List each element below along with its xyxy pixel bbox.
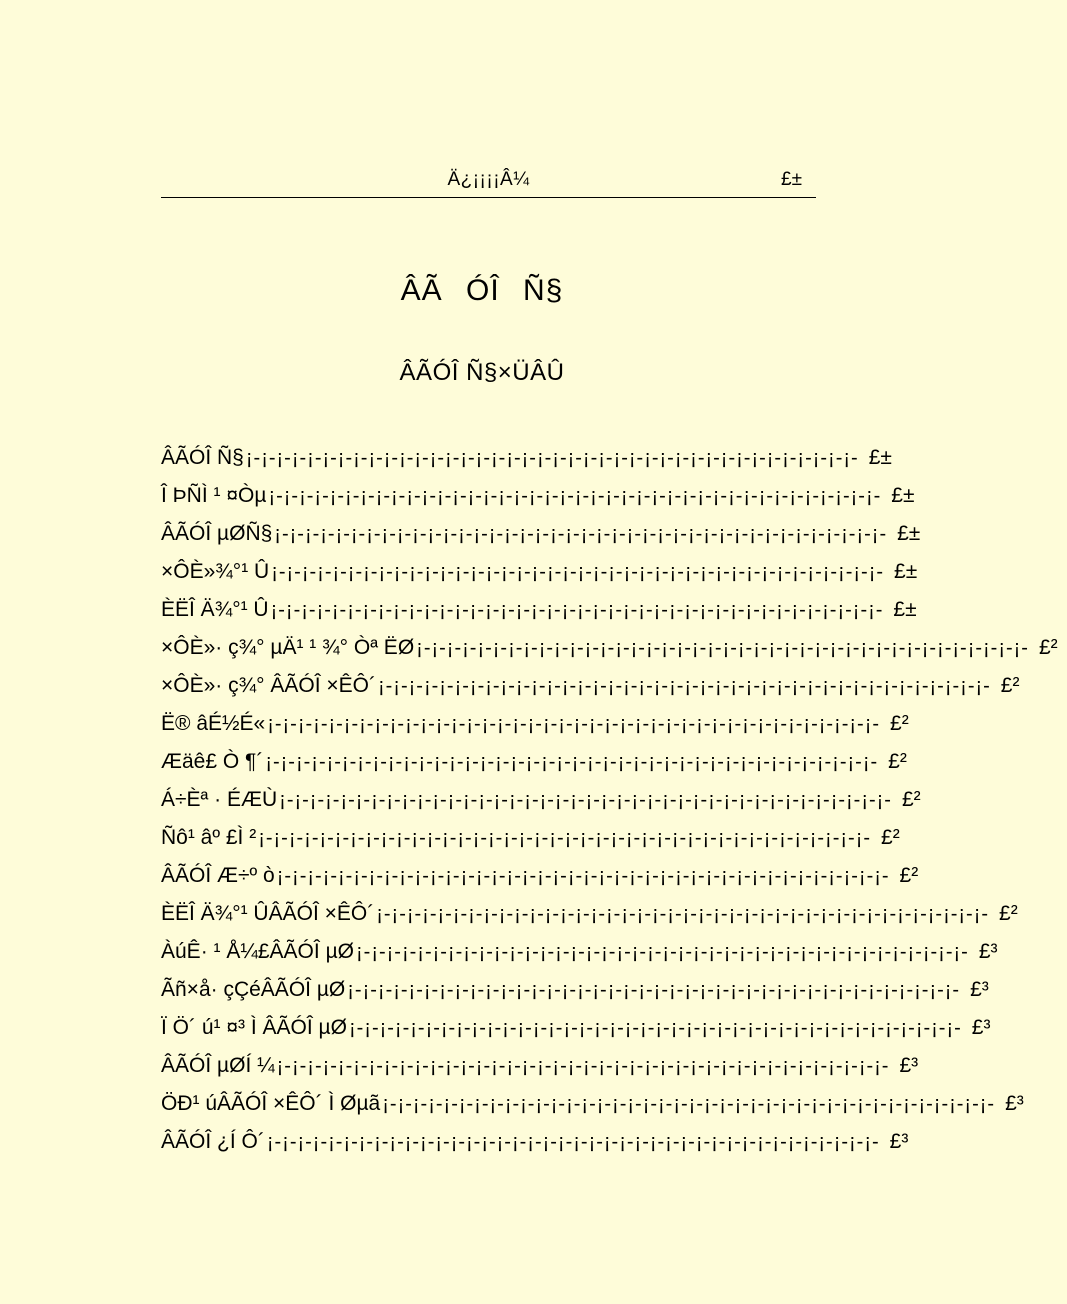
toc-entry[interactable] xyxy=(161,788,921,826)
toc-entry-page: £² xyxy=(1038,636,1058,659)
toc-entry-label: ÂÃÓÎ Æ÷º ò xyxy=(161,864,275,887)
toc-dot-leader: ¡-¡-¡-¡-¡-¡-¡-¡-¡-¡-¡-¡-¡-¡-¡-¡-¡-¡-¡-¡-¡-¡-¡-¡-¡-¡-¡-¡-¡-¡-¡-¡-¡-¡-¡-¡-¡-¡-¡-¡- xyxy=(377,675,991,697)
toc-dot-leader: ¡-¡-¡-¡-¡-¡-¡-¡-¡-¡-¡-¡-¡-¡-¡-¡-¡-¡-¡-¡-¡-¡-¡-¡-¡-¡-¡-¡-¡-¡-¡-¡-¡-¡-¡-¡-¡-¡-¡-¡- xyxy=(382,1093,996,1115)
header-title: Ä¿¡¡¡¡Â¼ xyxy=(447,169,530,190)
toc-dot-leader: ¡-¡-¡-¡-¡-¡-¡-¡-¡-¡-¡-¡-¡-¡-¡-¡-¡-¡-¡-¡-¡-¡-¡-¡-¡-¡-¡-¡-¡-¡-¡-¡-¡-¡-¡-¡-¡-¡-¡-¡- xyxy=(270,599,884,621)
toc-entry-page: £³ xyxy=(889,1130,909,1153)
toc-entry-label: Ë® âÉ½É« xyxy=(161,712,266,735)
toc-entry[interactable] xyxy=(161,978,989,1016)
toc-entry[interactable] xyxy=(161,598,917,636)
toc-entry-page: £² xyxy=(890,712,909,735)
toc-entry-page: £² xyxy=(881,826,900,849)
toc-dot-leader: ¡-¡-¡-¡-¡-¡-¡-¡-¡-¡-¡-¡-¡-¡-¡-¡-¡-¡-¡-¡-¡-¡-¡-¡-¡-¡-¡-¡-¡-¡-¡-¡-¡-¡-¡-¡-¡-¡-¡-¡- xyxy=(266,1131,880,1153)
toc-entry-page: £³ xyxy=(970,978,989,1001)
toc-entry-label: Ï Ö´ ú¹ ¤³ Ì ÂÃÓÎ µØ xyxy=(161,1016,347,1039)
toc-entry[interactable] xyxy=(161,864,919,902)
toc-entry[interactable] xyxy=(161,1130,909,1168)
toc-entry[interactable] xyxy=(161,712,909,750)
toc-entry[interactable] xyxy=(161,1092,1024,1130)
toc-dot-leader: ¡-¡-¡-¡-¡-¡-¡-¡-¡-¡-¡-¡-¡-¡-¡-¡-¡-¡-¡-¡-¡-¡-¡-¡-¡-¡-¡-¡-¡-¡-¡-¡-¡-¡-¡-¡-¡-¡-¡-¡- xyxy=(276,865,890,887)
toc-entry-label: ×ÔÈ»· ç¾° µÄ¹ ¹ ¾° Òª ËØ xyxy=(161,636,415,659)
toc-entry-label: Á÷Èª · ÉÆÙ xyxy=(161,788,278,811)
toc-entry-label: ÀúÊ· ¹ Å¼£ÂÃÓÎ µØ xyxy=(161,940,354,963)
toc-dot-leader: ¡-¡-¡-¡-¡-¡-¡-¡-¡-¡-¡-¡-¡-¡-¡-¡-¡-¡-¡-¡-¡-¡-¡-¡-¡-¡-¡-¡-¡-¡-¡-¡-¡-¡-¡-¡-¡-¡-¡-¡- xyxy=(416,637,1029,659)
toc-entry-label: Ñô¹ âº £Ì ² xyxy=(161,826,257,849)
toc-entry-label: ÂÃÓÎ µØÍ ¼ xyxy=(161,1054,275,1077)
toc-entry-label: ÂÃÓÎ ¿Í Ô´ xyxy=(161,1130,265,1153)
toc-entry[interactable] xyxy=(161,940,998,978)
toc-entry-label: ÈËÎ Ä¾°¹ Û xyxy=(161,598,269,621)
toc-entry[interactable] xyxy=(161,446,892,484)
toc-entry-label: ÈËÎ Ä¾°¹ ÛÂÃÓÎ ×ÊÔ´ xyxy=(161,902,375,925)
toc-entry-label: ÂÃÓÎ Ñ§ xyxy=(161,446,244,469)
toc-entry-label: Ãñ×å· çÇéÂÃÓÎ µØ xyxy=(161,978,346,1001)
toc-entry-label: ÂÃÓÎ µØÑ§ xyxy=(161,522,273,545)
toc-entry-page: £² xyxy=(901,788,921,811)
toc-entry-page: £± xyxy=(894,560,918,583)
toc-dot-leader: ¡-¡-¡-¡-¡-¡-¡-¡-¡-¡-¡-¡-¡-¡-¡-¡-¡-¡-¡-¡-¡-¡-¡-¡-¡-¡-¡-¡-¡-¡-¡-¡-¡-¡-¡-¡-¡-¡-¡-¡- xyxy=(279,789,892,811)
toc-dot-leader: ¡-¡-¡-¡-¡-¡-¡-¡-¡-¡-¡-¡-¡-¡-¡-¡-¡-¡-¡-¡-¡-¡-¡-¡-¡-¡-¡-¡-¡-¡-¡-¡-¡-¡-¡-¡-¡-¡-¡-¡- xyxy=(274,523,888,545)
toc-entry[interactable] xyxy=(161,674,1020,712)
toc-entry-label: Æäê£ Ò ¶´ xyxy=(161,750,264,773)
toc-entry-page: £± xyxy=(893,598,917,621)
toc-dot-leader: ¡-¡-¡-¡-¡-¡-¡-¡-¡-¡-¡-¡-¡-¡-¡-¡-¡-¡-¡-¡-¡-¡-¡-¡-¡-¡-¡-¡-¡-¡-¡-¡-¡-¡-¡-¡-¡-¡-¡-¡- xyxy=(347,979,961,1001)
toc-entry-page: £² xyxy=(1000,674,1020,697)
toc-entry[interactable] xyxy=(161,484,915,522)
toc-entry[interactable] xyxy=(161,1016,991,1054)
toc-entry[interactable] xyxy=(161,560,918,598)
toc-entry-label: Î ÞÑÌ ¹ ¤Òµ xyxy=(161,484,267,507)
toc-entry[interactable] xyxy=(161,1054,919,1092)
page-title: ÂÃ ÓÎ Ñ§ xyxy=(400,274,564,307)
toc-entry-page: £² xyxy=(999,902,1018,925)
toc-entry[interactable] xyxy=(161,522,921,560)
header-page-number: £± xyxy=(781,169,802,190)
toc-entry-page: £± xyxy=(897,522,921,545)
toc-dot-leader: ¡-¡-¡-¡-¡-¡-¡-¡-¡-¡-¡-¡-¡-¡-¡-¡-¡-¡-¡-¡-¡-¡-¡-¡-¡-¡-¡-¡-¡-¡-¡-¡-¡-¡-¡-¡-¡-¡-¡-¡- xyxy=(268,485,882,507)
toc-entry-page: £³ xyxy=(978,940,998,963)
toc-dot-leader: ¡-¡-¡-¡-¡-¡-¡-¡-¡-¡-¡-¡-¡-¡-¡-¡-¡-¡-¡-¡-¡-¡-¡-¡-¡-¡-¡-¡-¡-¡-¡-¡-¡-¡-¡-¡-¡-¡-¡-¡- xyxy=(245,447,859,469)
toc-dot-leader: ¡-¡-¡-¡-¡-¡-¡-¡-¡-¡-¡-¡-¡-¡-¡-¡-¡-¡-¡-¡-¡-¡-¡-¡-¡-¡-¡-¡-¡-¡-¡-¡-¡-¡-¡-¡-¡-¡-¡-¡- xyxy=(376,903,990,925)
toc-entry[interactable] xyxy=(161,750,907,788)
toc-entry-page: £± xyxy=(868,446,892,469)
toc-dot-leader: ¡-¡-¡-¡-¡-¡-¡-¡-¡-¡-¡-¡-¡-¡-¡-¡-¡-¡-¡-¡-¡-¡-¡-¡-¡-¡-¡-¡-¡-¡-¡-¡-¡-¡-¡-¡-¡-¡-¡-¡- xyxy=(265,751,879,773)
toc-entry-page: £³ xyxy=(971,1016,991,1039)
toc-dot-leader: ¡-¡-¡-¡-¡-¡-¡-¡-¡-¡-¡-¡-¡-¡-¡-¡-¡-¡-¡-¡-¡-¡-¡-¡-¡-¡-¡-¡-¡-¡-¡-¡-¡-¡-¡-¡-¡-¡-¡-¡- xyxy=(276,1055,890,1077)
toc-entry-page: £³ xyxy=(899,1054,919,1077)
toc-entry-label: ÖÐ¹ úÂÃÓÎ ×ÊÔ´ Ì Øµã xyxy=(161,1092,381,1115)
running-header xyxy=(161,166,816,198)
toc-dot-leader: ¡-¡-¡-¡-¡-¡-¡-¡-¡-¡-¡-¡-¡-¡-¡-¡-¡-¡-¡-¡-¡-¡-¡-¡-¡-¡-¡-¡-¡-¡-¡-¡-¡-¡-¡-¡-¡-¡-¡-¡- xyxy=(258,827,872,849)
toc-dot-leader: ¡-¡-¡-¡-¡-¡-¡-¡-¡-¡-¡-¡-¡-¡-¡-¡-¡-¡-¡-¡-¡-¡-¡-¡-¡-¡-¡-¡-¡-¡-¡-¡-¡-¡-¡-¡-¡-¡-¡-¡- xyxy=(267,713,881,735)
toc-entry-page: £² xyxy=(899,864,919,887)
toc-entry[interactable] xyxy=(161,636,1058,674)
table-of-contents xyxy=(161,446,1058,1168)
toc-dot-leader: ¡-¡-¡-¡-¡-¡-¡-¡-¡-¡-¡-¡-¡-¡-¡-¡-¡-¡-¡-¡-¡-¡-¡-¡-¡-¡-¡-¡-¡-¡-¡-¡-¡-¡-¡-¡-¡-¡-¡-¡- xyxy=(348,1017,962,1039)
toc-entry[interactable] xyxy=(161,826,900,864)
toc-entry-page: £± xyxy=(891,484,915,507)
toc-entry[interactable] xyxy=(161,902,1018,940)
toc-entry-page: £² xyxy=(888,750,907,773)
toc-entry-page: £³ xyxy=(1005,1092,1024,1115)
section-subtitle: ÂÃÓÎ Ñ§×ÜÂÛ xyxy=(399,359,565,386)
toc-entry-label: ×ÔÈ»· ç¾° ÂÃÓÎ ×ÊÔ´ xyxy=(161,674,376,697)
toc-dot-leader: ¡-¡-¡-¡-¡-¡-¡-¡-¡-¡-¡-¡-¡-¡-¡-¡-¡-¡-¡-¡-¡-¡-¡-¡-¡-¡-¡-¡-¡-¡-¡-¡-¡-¡-¡-¡-¡-¡-¡-¡- xyxy=(356,941,969,963)
toc-dot-leader: ¡-¡-¡-¡-¡-¡-¡-¡-¡-¡-¡-¡-¡-¡-¡-¡-¡-¡-¡-¡-¡-¡-¡-¡-¡-¡-¡-¡-¡-¡-¡-¡-¡-¡-¡-¡-¡-¡-¡-¡- xyxy=(271,561,885,583)
toc-entry-label: ×ÔÈ»¾°¹ Û xyxy=(161,560,270,583)
